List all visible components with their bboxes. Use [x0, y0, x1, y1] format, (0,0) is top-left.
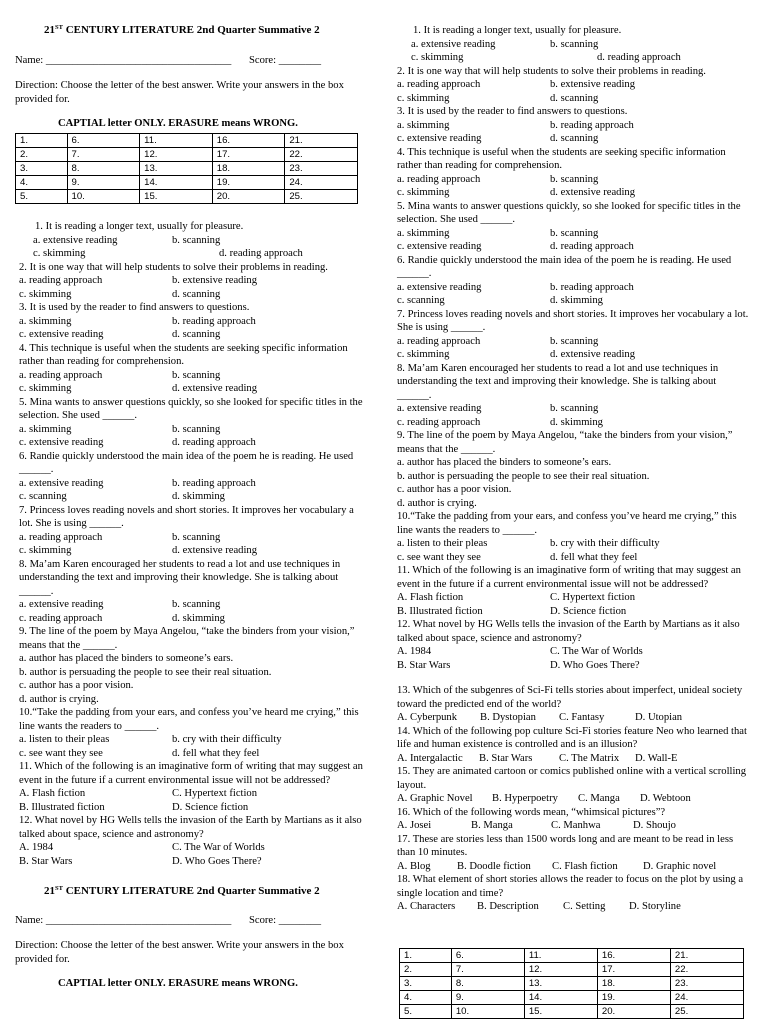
grid-cell[interactable]: 4.	[16, 176, 68, 190]
option-4c: c. skimming	[397, 187, 450, 198]
grid-cell[interactable]: 9.	[67, 176, 140, 190]
grid-cell[interactable]: 21.	[285, 134, 358, 148]
question-14-text: 14. Which of the following pop culture Sci-Fi stories feature Neo who learned that life and human existence is controlled and is an illusion?	[397, 725, 747, 750]
question-12-text: 12. What novel by HG Wells tells the invasion of the Earth by Martians as it also talked about space, science and astronomy?	[397, 619, 740, 644]
option-3b: b. reading approach	[550, 119, 634, 131]
option-9b: b. author is persuading the people to see their real situation.	[397, 470, 650, 482]
grid-cell[interactable]: 7.	[67, 148, 140, 162]
question-5-text: 5. Mina wants to answer questions quickly, so she looked for specific titles in the selection. She used ______.	[397, 200, 741, 225]
option-6b: b. reading approach	[550, 281, 634, 293]
option-3c: c. extensive reading	[397, 133, 482, 144]
option-7b: b. scanning	[550, 335, 599, 347]
option-11b: C. Hypertext fiction	[172, 788, 258, 799]
question-8-text: 8. Ma’am Karen encouraged her students to read a lot and use techniques in understanding the text and improving their knowledge. She is talking about ______.	[397, 362, 719, 401]
option-2b: b. extensive reading	[550, 79, 636, 90]
exam-title: 21ST CENTURY LITERATURE 2nd Quarter Summative 2	[44, 24, 320, 36]
option-11a: A. Flash fiction	[19, 788, 86, 799]
option-1b: b. scanning	[550, 38, 599, 50]
option-4d: d. extensive reading	[550, 187, 636, 198]
question-9-text: 9. The line of the poem by Maya Angelou, “take the binders from your vision,” means that the ______.	[397, 430, 733, 455]
grid-cell[interactable]: 20.	[212, 190, 285, 204]
grid-cell[interactable]: 18.	[597, 977, 670, 991]
option-14b: B. Star Wars	[479, 752, 533, 764]
option-3a: a. skimming	[397, 119, 450, 131]
option-4b: b. scanning	[550, 173, 599, 185]
grid-cell[interactable]: 3.	[400, 977, 452, 991]
option-12a: A. 1984	[19, 842, 54, 853]
grid-cell[interactable]: 21.	[670, 949, 743, 963]
option-18a: A. Characters	[397, 901, 456, 912]
grid-cell[interactable]: 25.	[285, 190, 358, 204]
option-9d: d. author is crying.	[19, 693, 99, 705]
grid-cell[interactable]: 22.	[670, 963, 743, 977]
score-field-label: Score: ________	[249, 55, 322, 66]
grid-cell[interactable]: 19.	[212, 176, 285, 190]
option-1a: a. extensive reading	[33, 234, 118, 246]
option-4c: c. skimming	[19, 383, 72, 394]
option-16b: B. Manga	[471, 820, 513, 831]
option-12d: D. Who Goes There?	[172, 855, 262, 867]
question-8-text: 8. Ma’am Karen encouraged her students to read a lot and use techniques in understanding the text and improving their knowledge. She is talking about ______.	[19, 558, 341, 597]
option-10b: b. cry with their difficulty	[172, 734, 282, 745]
option-12b: C. The War of Worlds	[172, 842, 265, 853]
grid-cell[interactable]: 19.	[597, 991, 670, 1005]
grid-cell[interactable]: 4.	[400, 991, 452, 1005]
question-3-text: 3. It is used by the reader to find answers to questions.	[19, 302, 250, 313]
option-5b: b. scanning	[550, 227, 599, 239]
option-3a: a. skimming	[19, 315, 72, 327]
option-5a: a. skimming	[19, 423, 72, 435]
question-4-text: 4. This technique is useful when the students are seeking specific information rather than reading for comprehension.	[19, 342, 348, 367]
grid-cell[interactable]: 10.	[67, 190, 140, 204]
option-8d: d. skimming	[172, 612, 225, 624]
grid-cell[interactable]: 10.	[451, 1005, 524, 1019]
option-7d: d. extensive reading	[172, 545, 258, 556]
capital-note: CAPTIAL letter ONLY. ERASURE means WRONG.	[58, 118, 298, 129]
question-16-text: 16. Which of the following words mean, “whimsical pictures”?	[397, 806, 666, 818]
option-8c: c. reading approach	[397, 416, 481, 428]
grid-cell[interactable]: 12.	[524, 963, 597, 977]
option-1d: d. reading approach	[219, 248, 303, 259]
option-5b: b. scanning	[172, 423, 221, 435]
question-2-text: 2. It is one way that will help students to solve their problems in reading.	[19, 261, 328, 273]
option-7a: a. reading approach	[397, 335, 481, 347]
name-field-label-repeat: Name: ___________________________________	[15, 915, 232, 926]
grid-cell[interactable]: 16.	[212, 134, 285, 148]
option-5d: d. reading approach	[550, 241, 634, 252]
option-13a: A. Cyberpunk	[397, 712, 458, 723]
option-14a: A. Intergalactic	[397, 752, 463, 764]
option-5a: a. skimming	[397, 227, 450, 239]
table-row	[16, 162, 358, 176]
option-1c: c. skimming	[33, 248, 86, 259]
grid-cell[interactable]: 11.	[524, 949, 597, 963]
option-10c: c. see want they see	[397, 551, 481, 563]
grid-cell[interactable]: 14.	[140, 176, 213, 190]
option-9c: c. author has a poor vision.	[19, 680, 134, 691]
question-11-text: 11. Which of the following is an imaginative form of writing that may suggest an event in the future if a current environmental issue will not be addressed?	[19, 761, 363, 786]
option-8a: a. extensive reading	[397, 403, 482, 414]
grid-cell[interactable]: 1.	[16, 134, 68, 148]
option-11d: D. Science fiction	[172, 801, 249, 813]
question-1-text: 1. It is reading a longer text, usually for pleasure.	[413, 25, 622, 36]
direction-text: Direction: Choose the letter of the best answer. Write your answers in the box provided for.	[15, 80, 344, 105]
capital-note-repeat: CAPTIAL letter ONLY. ERASURE means WRONG.	[58, 978, 298, 989]
option-6b: b. reading approach	[172, 477, 256, 489]
question-13-text: 13. Which of the subgenres of Sci-Fi tells stories about imperfect, unideal society toward the predicted end of the world?	[397, 685, 743, 710]
grid-cell[interactable]: 12.	[140, 148, 213, 162]
table-row	[16, 190, 358, 204]
option-12d: D. Who Goes There?	[550, 659, 640, 671]
table-row	[400, 1005, 744, 1019]
option-10b: b. cry with their difficulty	[550, 538, 660, 549]
option-3b: b. reading approach	[172, 315, 256, 327]
grid-cell[interactable]: 13.	[140, 162, 213, 176]
option-10d: d. fell what they feel	[172, 747, 260, 759]
option-4b: b. scanning	[172, 369, 221, 381]
option-16c: C. Manhwa	[551, 820, 601, 831]
grid-cell[interactable]: 11.	[140, 134, 213, 148]
grid-cell[interactable]: 22.	[285, 148, 358, 162]
option-8c: c. reading approach	[19, 612, 103, 624]
option-6a: a. extensive reading	[19, 477, 104, 489]
grid-cell[interactable]: 17.	[597, 963, 670, 977]
option-2d: d. scanning	[550, 92, 599, 104]
grid-cell[interactable]: 1.	[400, 949, 452, 963]
option-7d: d. extensive reading	[550, 349, 636, 360]
option-8a: a. extensive reading	[19, 599, 104, 610]
answer-grid	[15, 133, 358, 204]
option-5c: c. extensive reading	[19, 437, 104, 448]
option-14d: D. Wall-E	[635, 752, 678, 764]
option-12c: B. Star Wars	[19, 855, 73, 867]
table-row	[400, 949, 744, 963]
questions-block-left	[19, 220, 364, 868]
question-12-text: 12. What novel by HG Wells tells the invasion of the Earth by Martians as it also talked about space, science and astronomy?	[19, 815, 362, 840]
option-9a: a. author has placed the binders to someone’s ears.	[397, 457, 612, 468]
grid-cell[interactable]: 15.	[140, 190, 213, 204]
option-8d: d. skimming	[550, 416, 603, 428]
option-2a: a. reading approach	[397, 79, 481, 90]
option-13b: B. Dystopian	[480, 712, 536, 723]
option-12b: C. The War of Worlds	[550, 646, 643, 657]
grid-cell[interactable]: 17.	[212, 148, 285, 162]
option-4d: d. extensive reading	[172, 383, 258, 394]
question-3-text: 3. It is used by the reader to find answers to questions.	[397, 106, 628, 117]
questions-block-right	[397, 24, 752, 914]
grid-cell[interactable]: 6.	[67, 134, 140, 148]
table-row	[16, 176, 358, 190]
option-17c: C. Flash fiction	[552, 860, 618, 872]
option-7c: c. skimming	[19, 545, 72, 556]
grid-cell[interactable]: 13.	[524, 977, 597, 991]
option-2d: d. scanning	[172, 288, 221, 300]
question-4-text: 4. This technique is useful when the students are seeking specific information rather than reading for comprehension.	[397, 146, 726, 171]
question-2-text: 2. It is one way that will help students to solve their problems in reading.	[397, 65, 706, 77]
grid-cell[interactable]: 24.	[670, 991, 743, 1005]
option-9c: c. author has a poor vision.	[397, 484, 512, 495]
grid-cell[interactable]: 16.	[597, 949, 670, 963]
question-10-text: 10.“Take the padding from your ears, and confess you’ve heard me crying,” this line wants the readers to ______.	[397, 511, 737, 536]
score-field-label-repeat: Score: ________	[249, 915, 322, 926]
option-4a: a. reading approach	[397, 173, 481, 185]
question-10-text: 10.“Take the padding from your ears, and confess you’ve heard me crying,” this line wants the readers to ______.	[19, 707, 359, 732]
option-15d: D. Webtoon	[640, 793, 691, 804]
question-17-text: 17. These are stories less than 1500 words long and are meant to be read in less than 10 minutes.	[397, 833, 734, 858]
answer-grid-repeat	[399, 948, 744, 1019]
table-row	[400, 977, 744, 991]
grid-cell[interactable]: 2.	[400, 963, 452, 977]
option-11b: C. Hypertext fiction	[550, 592, 636, 603]
option-17a: A. Blog	[397, 860, 431, 872]
option-3c: c. extensive reading	[19, 329, 104, 340]
table-row	[16, 134, 358, 148]
question-18-text: 18. What element of short stories allows the reader to focus on the plot by using a single location and time?	[397, 874, 744, 899]
option-18d: D. Storyline	[629, 901, 681, 912]
option-11a: A. Flash fiction	[397, 592, 464, 603]
option-5c: c. extensive reading	[397, 241, 482, 252]
option-15a: A. Graphic Novel	[397, 793, 473, 804]
option-10a: a. listen to their pleas	[397, 538, 488, 549]
grid-cell[interactable]: 6.	[451, 949, 524, 963]
option-2c: c. skimming	[19, 288, 72, 300]
question-6-text: 6. Randie quickly understood the main idea of the poem he is reading. He used ______.	[397, 254, 732, 279]
question-7-text: 7. Princess loves reading novels and short stories. It improves her vocabulary a lot. She is using ______.	[19, 504, 354, 529]
option-11d: D. Science fiction	[550, 605, 627, 617]
option-16a: A. Josei	[397, 820, 432, 831]
option-18c: C. Setting	[563, 901, 606, 912]
option-9d: d. author is crying.	[397, 497, 477, 509]
option-17d: D. Graphic novel	[643, 860, 717, 872]
option-7b: b. scanning	[172, 531, 221, 543]
option-9a: a. author has placed the binders to someone’s ears.	[19, 653, 234, 664]
option-15b: B. Hyperpoetry	[492, 793, 558, 804]
option-1b: b. scanning	[172, 234, 221, 246]
option-6c: c. scanning	[19, 491, 67, 502]
option-14c: C. The Matrix	[559, 752, 620, 764]
option-6a: a. extensive reading	[397, 281, 482, 293]
option-8b: b. scanning	[172, 599, 221, 610]
name-field-label: Name: ___________________________________	[15, 55, 232, 66]
option-7c: c. skimming	[397, 349, 450, 360]
grid-cell[interactable]: 20.	[597, 1005, 670, 1019]
grid-cell[interactable]: 5.	[400, 1005, 452, 1019]
option-1a: a. extensive reading	[411, 38, 496, 50]
option-7a: a. reading approach	[19, 531, 103, 543]
grid-cell[interactable]: 8.	[451, 977, 524, 991]
option-2c: c. skimming	[397, 92, 450, 104]
option-5d: d. reading approach	[172, 437, 256, 448]
option-17b: B. Doodle fiction	[457, 860, 531, 872]
grid-cell[interactable]: 3.	[16, 162, 68, 176]
table-row	[400, 991, 744, 1005]
question-6-text: 6. Randie quickly understood the main idea of the poem he is reading. He used ______.	[19, 450, 354, 475]
option-18b: B. Description	[477, 901, 539, 912]
grid-cell[interactable]: 24.	[285, 176, 358, 190]
grid-cell[interactable]: 2.	[16, 148, 68, 162]
option-10a: a. listen to their pleas	[19, 734, 110, 745]
option-11c: B. Illustrated fiction	[397, 605, 483, 617]
question-1-text: 1. It is reading a longer text, usually for pleasure.	[35, 221, 244, 232]
option-3d: d. scanning	[550, 133, 599, 144]
option-13c: C. Fantasy	[559, 712, 605, 723]
grid-cell[interactable]: 15.	[524, 1005, 597, 1019]
option-10c: c. see want they see	[19, 747, 103, 759]
grid-cell[interactable]: 23.	[285, 162, 358, 176]
grid-cell[interactable]: 14.	[524, 991, 597, 1005]
option-2a: a. reading approach	[19, 275, 103, 286]
option-8b: b. scanning	[550, 403, 599, 414]
option-12a: A. 1984	[397, 646, 432, 657]
option-2b: b. extensive reading	[172, 275, 258, 286]
grid-cell[interactable]: 7.	[451, 963, 524, 977]
question-15-text: 15. They are animated cartoon or comics published online with a vertical scrolling layout.	[397, 766, 746, 791]
option-1c: c. skimming	[411, 52, 464, 63]
question-7-text: 7. Princess loves reading novels and short stories. It improves her vocabulary a lot. She is using ______.	[397, 308, 749, 333]
option-11c: B. Illustrated fiction	[19, 801, 105, 813]
option-16d: D. Shoujo	[633, 820, 676, 831]
option-13d: D. Utopian	[635, 712, 683, 723]
option-1d: d. reading approach	[597, 52, 681, 63]
option-6c: c. scanning	[397, 295, 445, 306]
question-9-text: 9. The line of the poem by Maya Angelou, “take the binders from your vision,” means that the ______.	[19, 626, 355, 651]
grid-cell[interactable]: 23.	[670, 977, 743, 991]
option-10d: d. fell what they feel	[550, 551, 638, 563]
option-3d: d. scanning	[172, 329, 221, 340]
grid-cell[interactable]: 25.	[670, 1005, 743, 1019]
exam-title-repeat: 21ST CENTURY LITERATURE 2nd Quarter Summative 2	[44, 885, 320, 897]
grid-cell[interactable]: 18.	[212, 162, 285, 176]
grid-cell[interactable]: 8.	[67, 162, 140, 176]
table-row	[16, 148, 358, 162]
option-4a: a. reading approach	[19, 369, 103, 381]
option-12c: B. Star Wars	[397, 659, 451, 671]
option-6d: d. skimming	[172, 491, 225, 502]
option-9b: b. author is persuading the people to see their real situation.	[19, 666, 272, 678]
grid-cell[interactable]: 5.	[16, 190, 68, 204]
grid-cell[interactable]: 9.	[451, 991, 524, 1005]
question-5-text: 5. Mina wants to answer questions quickly, so she looked for specific titles in the selection. She used ______.	[19, 396, 363, 421]
table-row	[400, 963, 744, 977]
option-6d: d. skimming	[550, 295, 603, 306]
option-15c: C. Manga	[578, 793, 620, 804]
question-11-text: 11. Which of the following is an imaginative form of writing that may suggest an event in the future if a current environmental issue will not be addressed?	[397, 565, 741, 590]
direction-text-repeat: Direction: Choose the letter of the best answer. Write your answers in the box provided for.	[15, 940, 344, 965]
